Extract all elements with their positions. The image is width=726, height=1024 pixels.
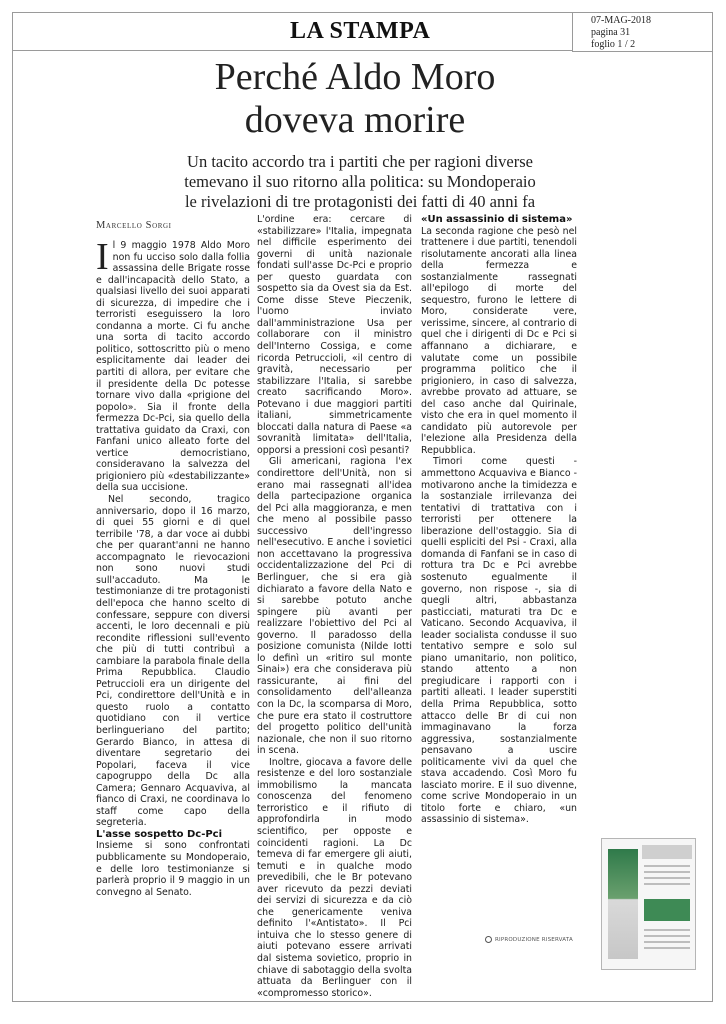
thumbnail-text-line — [644, 871, 690, 873]
thumbnail-photo — [608, 849, 638, 959]
thumbnail-header — [642, 845, 692, 859]
subheading-asse-sospetto: L'asse sospetto Dc-Pci — [96, 828, 223, 840]
paragraph-7: La seconda ragione che pesò nel trattenere i due partiti, tenendoli risolutamente ancorati alla linea della fermezza e sostanzialmente rassegnati all'epilogo di morte del sequestro, furono le lettere di Moro, considerate vere, verissime, sincere, al contrario di quel che i dirigenti di Dc e Pci si affannano a dichiarare, e valutate come un possibile programma politico che il prigioniero, in caso di salvezza, avrebbe provato ad attuare, se del caso anche dal Quirinale, visto che era in quel momento il candidato più autorevole per l'elezione alla Presidenza della Repubblica. — [421, 225, 577, 456]
masthead-rule — [12, 50, 572, 51]
page-thumbnail — [601, 838, 696, 970]
thumbnail-text-line — [644, 941, 690, 943]
newspaper-masthead: LA STAMPA — [290, 18, 431, 44]
headline-line-2: doveva morire — [244, 99, 466, 141]
thumbnail-text-line — [644, 935, 690, 937]
copyright-notice — [485, 936, 573, 943]
thumbnail-green-block — [644, 899, 690, 921]
standfirst-line-2: temevano il suo ritorno alla politica: su Mondoperaio — [184, 172, 536, 191]
paragraph-1 — [96, 236, 250, 494]
headline-line-1: Perché Aldo Moro — [214, 56, 496, 98]
article-column-1 — [96, 236, 250, 980]
thumbnail-text-line — [644, 947, 690, 949]
drop-cap: I — [96, 236, 109, 278]
clipping-meta — [572, 12, 713, 52]
clipping-date: 07-MAG-2018 — [591, 15, 651, 26]
standfirst-line-3: le rivelazioni di tre protagonisti dei fatti di 40 anni fa — [184, 192, 536, 211]
article-standfirst — [150, 152, 570, 212]
article-headline — [120, 56, 590, 142]
article-column-3 — [421, 214, 577, 906]
copyright-icon — [485, 936, 492, 943]
paragraph-3: Insieme si sono confrontati pubblicamente su Mondoperaio, e delle loro testimonianze si parlerà proprio il 9 maggio in un convegno al Senato. — [96, 840, 250, 898]
thumbnail-text-line — [644, 877, 690, 879]
copyright-text: RIPRODUZIONE RISERVATA — [495, 937, 573, 943]
paragraph-5: Gli americani, ragiona l'ex condirettore dell'Unità, non si erano mai rassegnati all'idea della partecipazione organica del Pci alla maggioranza, e men che meno al possibile passo successivo dell'ingresso nell'esecutivo. E anche i sovietici non accettavano la progressiva occidentalizzazione del Pci di Berlinguer, che si era già dichiarato a favore della Nato e si sarebbe potuto anche spingere più avanti per realizzare l'obiettivo del Pci al governo. Il paradosso della posizione comunista (Nilde Iotti lo definì un «ritiro sul monte Sinai») era che considerava più rassicurante, ai fini del consolidamento dell'alleanza con la Dc, la scomparsa di Moro, che pure era stato il costruttore del progetto politico dell'unità nazionale, che non il suo ritorno in scena. — [257, 456, 412, 757]
thumbnail-text-line — [644, 883, 690, 885]
subheading-assassinio-di-sistema: «Un assassinio di sistema» — [421, 214, 573, 225]
paragraph-1-text: l 9 maggio 1978 Aldo Moro non fu ucciso solo dalla follia assassina delle Brigate rosse e dall'incapacità dello Stato, a qualsiasi livello dei suoi apparati di sicurezza, di impedire che i terroristi eseguissero la loro condanna a morte. Ci fu anche una sorta di tacito accordo politico, sottoscritto più o meno esplicitamente dai leader dei partiti di allora, per evitare che il presidente della Dc potesse tornare vivo dalla «prigione del popolo». Sia il fronte della fermezza Dc-Pci, sia quello della trattativa guidato da Craxi, con Fanfani unico alleato forte del vertice democristiano, consideravano la salvezza del prigioniero più «destabilizzante» della sua uccisione. — [96, 240, 250, 494]
paragraph-6: Inoltre, giocava a favore delle resistenze e del loro sostanziale immobilismo la mancata conoscenza del fenomeno terroristico e il rifiuto di approfondirla in modo scientifico, per opposte e coincidenti ragioni. La Dc temeva di far emergere gli aiuti, temuti e in qualche modo prevedibili, che le Br potevano aver ricevuto da pezzi deviati dei servizi di sicurezza e da ciò che genericamente veniva definito l'«Antistato». Il Pci intuiva che lo stesso genere di aiuti potevano essere arrivati dal sistema sovietico, proprio in chiave di sabotaggio della svolta attuata da Berlinguer con il «compromesso storico». — [257, 756, 412, 999]
article-column-2 — [257, 214, 412, 999]
standfirst-line-1: Un tacito accordo tra i partiti che per ragioni diverse — [187, 152, 533, 171]
paragraph-8: Timori come questi - ammettono Acquaviva e Bianco - motivarono anche la timidezza e la sostanziale irrilevanza dei tentativi di trattativa con i terroristi per ottenere la liberazione dell'ostaggio. Sia di quelli espliciti del Psi - Craxi, alla domanda di Fanfani se in caso di rottura tra Dc e Pci avrebbe sostenuto egualmente il governo, non rispose -, sia di quegli altri, abbastanza pasticciati, maturati tra Dc e Vaticano. Secondo Acquaviva, il leader socialista condusse il suo tentativo sempre e solo sul piano umanitario, non politico, stando attento a non pregiudicare i rapporti con i partiti alleati. I leader superstiti della Prima Repubblica, sotto attacco delle Br di cui non immaginavano la forza aggressiva, sostanzialmente pensavano a uscire politicamente vivi da quel che stava accadendo. Così Moro fu lasciato morire. E il suo divenne, come scrive Mondoperaio in un titolo forte e chiaro, «un assassinio di sistema». — [421, 456, 577, 826]
paragraph-2: Nel secondo, tragico anniversario, dopo il 16 marzo, di quei 55 giorni e di quel terribile '78, a dar voce ai dubbi che per quarant'anni ne hanno accompagnato le rievocazioni non sono nuovi studi sull'accaduto. Ma le testimonianze di tre protagonisti dell'epoca che hanno scelto di confessare, seppure con diversi accenti, le loro decennali e più recondite riflessioni sull'evento che più di tutti contribuì a cambiare la parabola finale della Prima Repubblica. Claudio Petruccioli era un dirigente del Pci, condirettore dell'Unità e in questo ruolo a contatto quotidiano con il vertice berlingueriano del partito; Gerardo Bianco, in attesa di diventare segretario dei Popolari, faceva il vice capogruppo della Dc alla Camera; Gennaro Acquaviva, al fianco di Craxi, ne coordinava lo staff come capo della segreteria. — [96, 494, 250, 829]
clipping-page: pagina 31 — [591, 27, 631, 38]
thumbnail-text-line — [644, 929, 690, 931]
clipping-sheet: foglio 1 / 2 — [591, 39, 636, 50]
thumbnail-text-line — [644, 865, 690, 867]
article-byline: Marcello Sorgi — [96, 220, 172, 231]
paragraph-4: L'ordine era: cercare di «stabilizzare» l'Italia, impegnata nel difficile esperimento dei governi di unità nazionale fondati sull'asse Dc-Pci e proprio per questo guardata con sospetto sia da Ovest sia da Est. Come disse Steve Pieczenik, l'uomo inviato dall'amministrazione Usa per collaborare con il ministro dell'Interno Cossiga, e come ricorda Petruccioli, «il centro di gravità, necessario per stabilizzare l'Italia, si sarebbe creato sacrificando Moro». Potevano i due maggiori partiti italiani, simmetricamente bloccati dalla natura di Paese «a sovranità limitata» dell'Italia, opporsi a pressioni così pesanti? — [257, 214, 412, 456]
